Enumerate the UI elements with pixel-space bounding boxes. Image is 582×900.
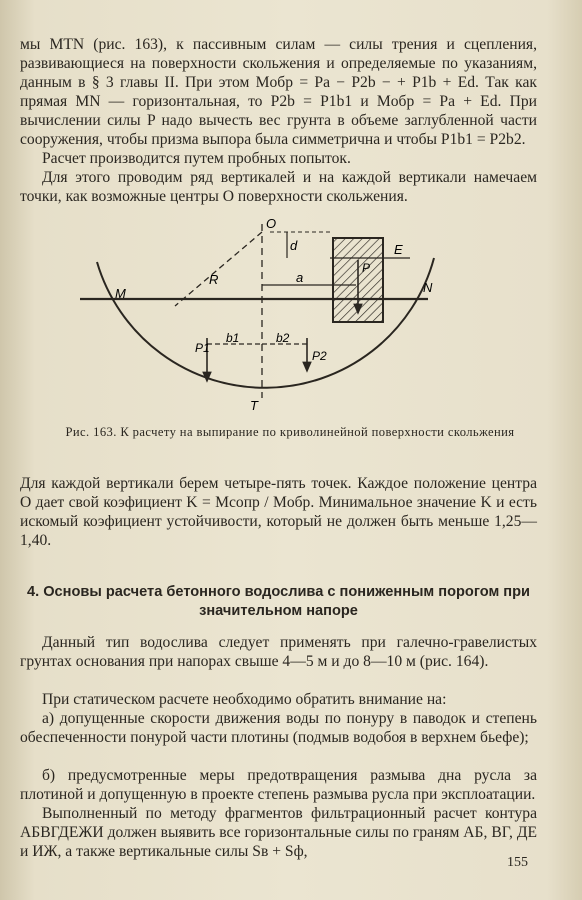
label-r: R [209, 272, 219, 287]
paragraph-7: а) допущенные скорости движения воды по понуру в паводок и степень обеспеченности понурой части плотины (подмыв водобоя в верхнем бьефе); [20, 710, 537, 746]
page-number: 155 [507, 855, 528, 870]
paragraph-4: Для каждой вертикали берем четыре-пять точек. Каждое положение центра O дает свой коэфициент K = Mсопр / Mобр. Минимальное значение K и есть искомый коэфициент устойчивости, который не должен быть меньше 1,25—1,40. [20, 475, 537, 549]
label-o: O [266, 216, 277, 231]
label-m: M [115, 286, 126, 301]
label-p1: P1 [195, 341, 210, 355]
paragraph-1: мы MTN (рис. 163), к пассивным силам — силы трения и сцепления, развивающиеся на поверхности скольжения и определяемые по указаниям, данным в § 3 главы II. При этом Mобр = Pa − P2b − + P1b + Ed. Так как прямая MN — горизонтальная, то P2b = P1b1 и Mобр = Pa + Ed. При вычислении силы P надо вычесть вес грунта в объеме заглубленной части сооружения, чтобы призма выпора была симметрична и чтобы P1b1 = P2b2. [20, 36, 537, 148]
paragraph-9: Выполненный по методу фрагментов фильтрационный расчет контура АБВГДЕЖИ должен выявить все горизонтальные силы по граням АБ, ВГ, ДЕ и ИЖ, а также вертикальные силы Sв + Sф, [20, 805, 537, 860]
label-b1: b1 [226, 331, 240, 345]
paragraph-2: Расчет производится путем пробных попыток. [42, 150, 351, 167]
paragraph-3: Для этого проводим ряд вертикалей и на каждой вертикали намечаем точки, как возможные центры O поверхности скольжения. [20, 169, 537, 205]
label-t: T [250, 398, 258, 413]
section-heading: 4. Основы расчета бетонного водослива с пониженным порогом при значительном напоре [26, 584, 530, 619]
label-p: P [362, 261, 371, 275]
paragraph-6: При статическом расчете необходимо обратить внимание на: [42, 691, 447, 708]
label-a: a [296, 270, 304, 285]
label-e: E [394, 242, 403, 257]
label-d: d [290, 238, 298, 253]
figure-163-diagram [0, 210, 582, 430]
label-n: N [423, 280, 433, 295]
label-b2: b2 [276, 331, 290, 345]
paragraph-8: б) предусмотренные меры предотвращения размыва дна русла за плотиной и допущенную в проекте степень размыва русла при эксплоатации. [20, 767, 537, 803]
figure-caption: Рис. 163. К расчету на выпирание по криволинейной поверхности скольжения [65, 425, 515, 439]
paragraph-5: Данный тип водослива следует применять при галечно-гравелистых грунтах основания при напорах свыше 4—5 м и до 8—10 м (рис. 164). [20, 634, 537, 670]
label-p2: P2 [312, 349, 327, 363]
